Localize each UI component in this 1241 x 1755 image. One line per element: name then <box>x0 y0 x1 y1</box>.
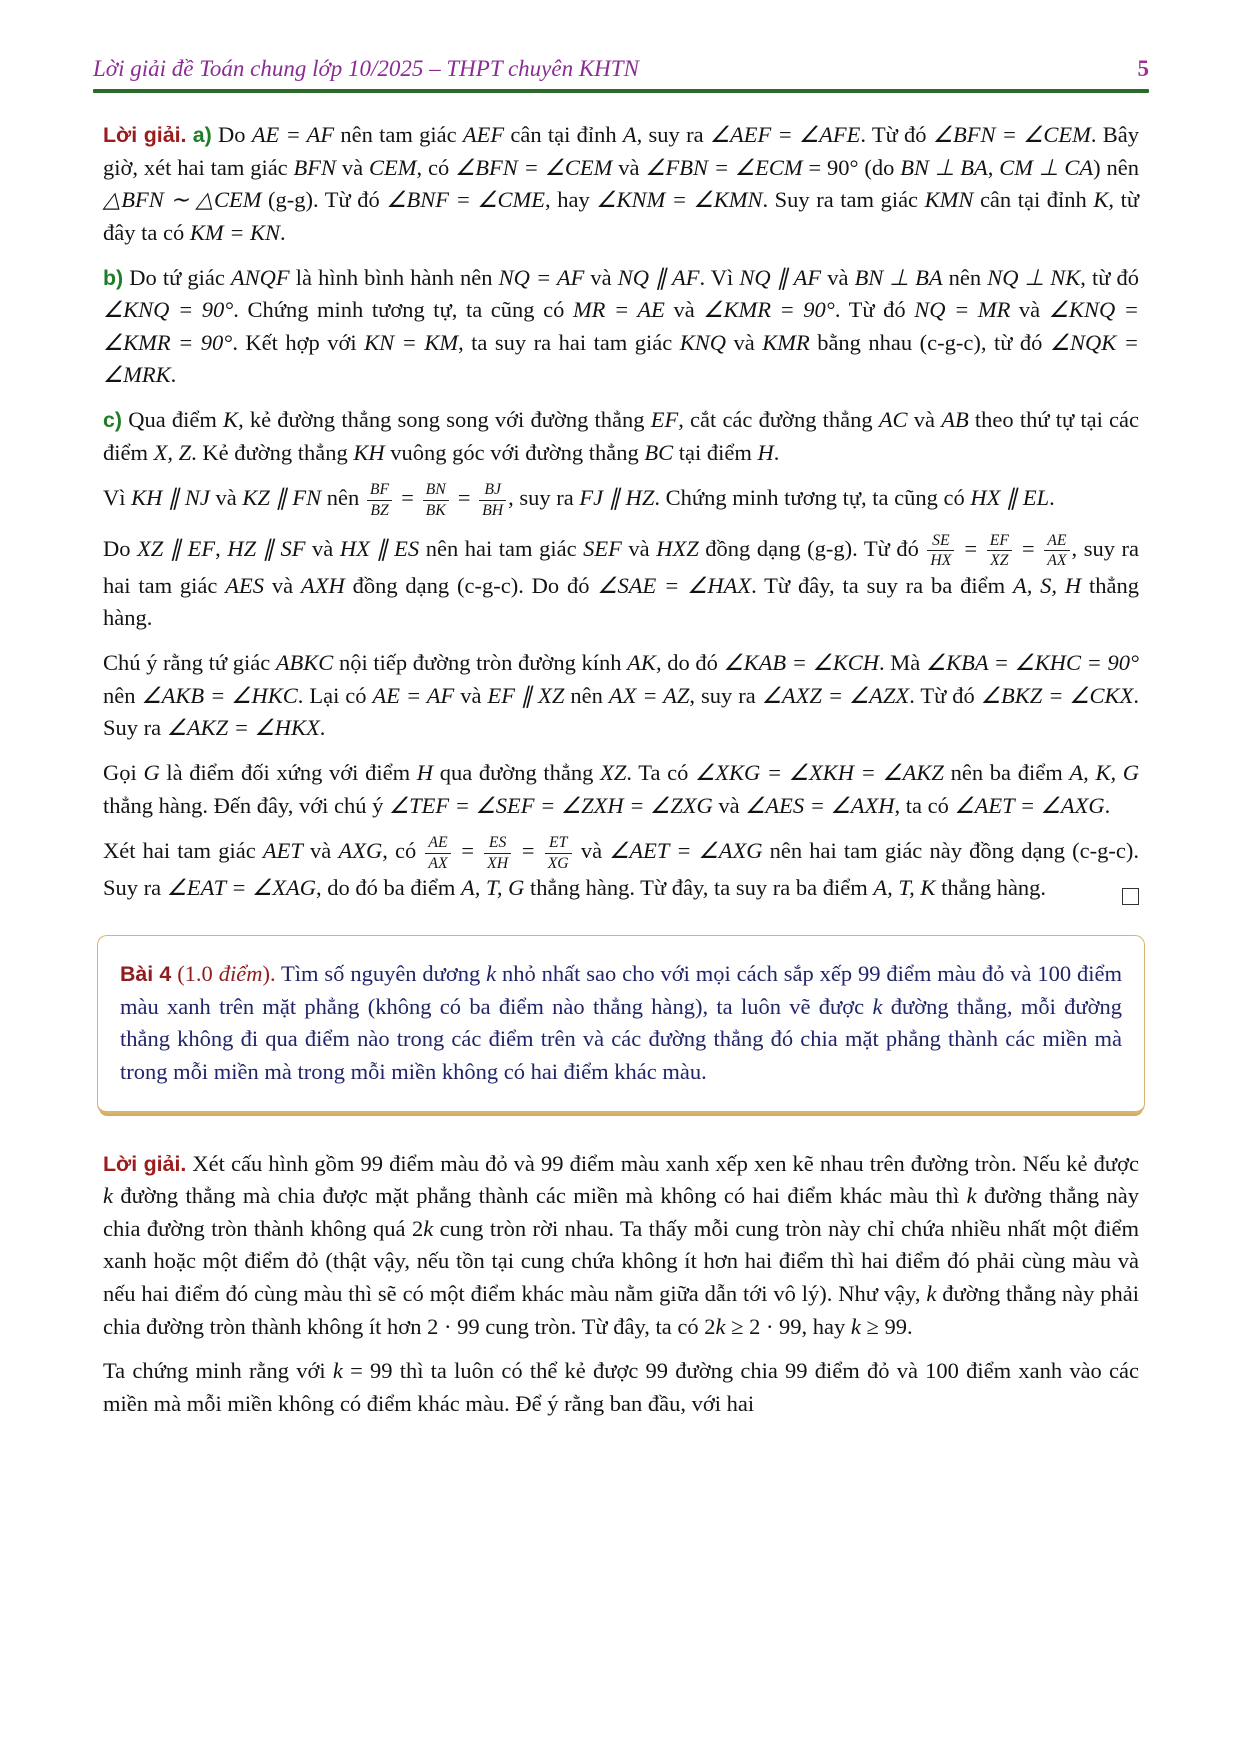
problem-4-statement: Bài 4 (1.0 điểm). Tìm số nguyên dương k nhỏ nhất sao cho với mọi cách sắp xếp 99 điểm màu đỏ và 100 điểm màu xanh trên mặt phẳng (không có ba điểm nào thẳng hàng), ta luôn vẽ được k đường thẳng, mỗi đường thẳng không đi qua điểm nào trong các điểm trên và các đường thẳng đó chia mặt phẳng thành các miền mà trong mỗi miền mà trong mỗi miền không có hai điểm khác màu. <box>120 961 1122 1084</box>
header-rule <box>93 89 1149 93</box>
problem-4-box <box>97 935 1145 1114</box>
fraction: $\frac{AE}{AX}$ <box>1042 532 1071 570</box>
solution3-paragraph-c: c) Qua điểm K, kẻ đường thẳng song song với đường thẳng EF, cắt các đường thẳng AC và AB theo thứ tự tại các điểm X, Z. Kẻ đường thẳng KH vuông góc với đường thẳng BC tại điểm H. <box>103 407 1139 465</box>
solution3-paragraph-a: Lời giải. a) Do AE = AF nên tam giác AEF cân tại đỉnh A, suy ra ∠AEF = ∠AFE. Từ đó ∠BFN = ∠CEM. Bây giờ, xét hai tam giác BFN và CEM, có ∠BFN = ∠CEM và ∠FBN = ∠ECM = 90° (do BN ⊥ BA, CM ⊥ CA) nên △BFN ∼ △CEM (g-g). Từ đó ∠BNF = ∠CME, hay ∠KNM = ∠KMN. Suy ra tam giác KMN cân tại đỉnh K, từ đây ta có KM = KN. <box>103 122 1140 245</box>
page-header <box>93 56 1149 82</box>
fraction: $\frac{ES}{XH}$ <box>482 834 513 872</box>
solution3-paragraph-similar-triangles: Do XZ ∥ EF, HZ ∥ SF và HX ∥ ES nên hai tam giác SEF và HXZ đồng dạng (g-g). Từ đó $\frac{SE}{HX}$ = $\frac{EF}{XZ}$ = $\frac{AE}{AX}$ , suy ra hai tam giác AES và AXH đồng dạng (c-g-c). Do đó ∠SAE = ∠HAX. Từ đây, ta suy ra ba điểm A, S, H thẳng hàng. <box>103 531 1139 631</box>
solution3-paragraph-conclusion: Xét hai tam giác AET và AXG, có $\frac{AE}{AX}$ = $\frac{ES}{XH}$ = $\frac{ET}{XG}$ và ∠AET = ∠AXG nên hai tam giác này đồng dạng (c-g-c). Suy ra ∠EAT = ∠XAG, do đó ba điểm A, T, G thẳng hàng. Từ đây, ta suy ra ba điểm A, T, K thẳng hàng. <box>103 834 1139 905</box>
solution4-paragraph-construction: Ta chứng minh rằng với k = 99 thì ta luôn có thể kẻ được 99 đường chia 99 điểm đỏ và 100 điểm xanh vào các miền mà mỗi miền không có điểm khác màu. Để ý rằng ban đầu, với hai <box>103 1358 1139 1416</box>
solution3-paragraph-reflection: Gọi G là điểm đối xứng với điểm H qua đường thẳng XZ. Ta có ∠XKG = ∠XKH = ∠AKZ nên ba điểm A, K, G thẳng hàng. Đến đây, với chú ý ∠TEF = ∠SEF = ∠ZXH = ∠ZXG và ∠AES = ∠AXH, ta có ∠AET = ∠AXG. <box>103 759 1140 818</box>
solution3-paragraph-b: b) Do tứ giác ANQF là hình bình hành nên NQ = AF và NQ ∥ AF. Vì NQ ∥ AF và BN ⊥ BA nên NQ ⊥ NK, từ đó ∠KNQ = 90°. Chứng minh tương tự, ta cũng có MR = AE và ∠KMR = 90°. Từ đó NQ = MR và ∠KNQ = ∠KMR = 90°. Kết hợp với KN = KM, ta suy ra hai tam giác KNQ và KMR bằng nhau (c-g-c), từ đó ∠NQK = ∠MRK. <box>103 264 1140 388</box>
fraction: $\frac{SE}{HX}$ <box>925 532 956 570</box>
solution3-paragraph-ratios-1: Vì KH ∥ NJ và KZ ∥ FN nên $\frac{BF}{BZ}$ = $\frac{BN}{BK}$ = $\frac{BJ}{BH}$ , suy ra FJ ∥ HZ. Chứng minh tương tự, ta cũng có HX ∥ EL. <box>103 481 1055 519</box>
solution3-paragraph-cyclic: Chú ý rằng tứ giác ABKC nội tiếp đường tròn đường kính AK, do đó ∠KAB = ∠KCH. Mà ∠KBA = ∠KHC = 90° nên ∠AKB = ∠HKC. Lại có AE = AF và EF ∥ XZ nên AX = AZ, suy ra ∠AXZ = ∠AZX. Từ đó ∠BKZ = ∠CKX. Suy ra ∠AKZ = ∠HKX. <box>103 650 1139 741</box>
fraction: $\frac{EF}{XZ}$ <box>985 532 1014 570</box>
fraction: $\frac{AE}{AX}$ <box>423 834 452 872</box>
solution4-paragraph-lower-bound: Lời giải. Xét cấu hình gồm 99 điểm màu đỏ và 99 điểm màu xanh xếp xen kẽ nhau trên đường tròn. Nếu kẻ được k đường thẳng mà chia được mặt phẳng thành các miền mà không có hai điểm khác màu thì k đường thẳng này chia đường tròn thành không quá 2k cung tròn rời nhau. Ta thấy mỗi cung tròn này chỉ chứa nhiều nhất một điểm xanh hoặc một điểm đỏ (thật vậy, nếu tồn tại cung chứa không ít hơn hai điểm thì hai điểm đó phải cùng màu và nếu hai điểm đó cùng màu thì sẽ có một điểm khác màu nằm giữa dẫn tới vô lý). Như vậy, k đường thẳng này phải chia đường tròn thành không ít hơn 2 · 99 cung tròn. Từ đây, ta có 2k ≥ 2 · 99, hay k ≥ 99. <box>103 1150 1139 1339</box>
fraction: $\frac{BF}{BZ}$ <box>365 481 394 519</box>
fraction: $\frac{ET}{XG}$ <box>543 834 574 872</box>
fraction: $\frac{BN}{BK}$ <box>421 481 451 519</box>
page-number: 5 <box>1137 56 1149 81</box>
qed-square <box>1122 888 1139 905</box>
running-title: Lời giải đề Toán chung lớp 10/2025 – THPT chuyên KHTN <box>93 56 639 81</box>
fraction: $\frac{BJ}{BH}$ <box>477 481 508 519</box>
